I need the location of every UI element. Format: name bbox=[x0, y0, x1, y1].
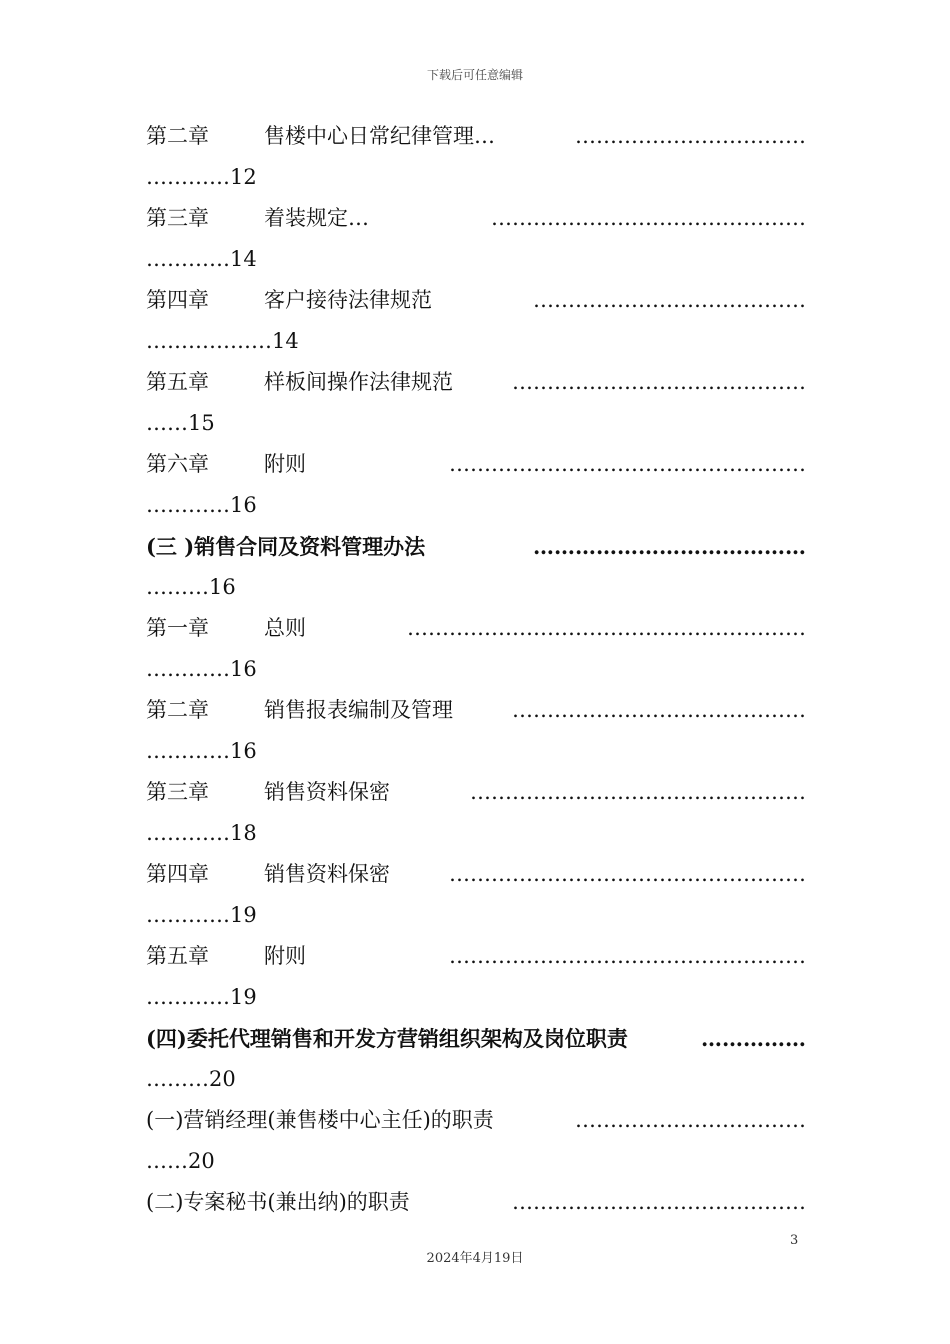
toc-chapter-number: 第三章 bbox=[146, 206, 209, 230]
toc-entry-continuation: ……20 bbox=[146, 1149, 215, 1173]
toc-entry-title: 销售报表编制及管理 bbox=[264, 698, 453, 722]
toc-entry-continuation: …………19 bbox=[146, 903, 257, 927]
toc-entry[interactable] bbox=[146, 1018, 806, 1059]
toc-entry[interactable] bbox=[146, 772, 806, 813]
toc-entry[interactable] bbox=[146, 1100, 806, 1141]
toc-entry[interactable] bbox=[146, 526, 806, 567]
toc-entry-title: 着装规定… bbox=[264, 206, 369, 230]
toc-chapter-number: 第五章 bbox=[146, 944, 209, 968]
toc-entry-title: (一)营销经理(兼售楼中心主任)的职责 bbox=[146, 1108, 494, 1132]
toc-entry-title: 附则 bbox=[264, 452, 306, 476]
toc-dot-leader: …………………………………… bbox=[512, 698, 806, 722]
toc-chapter-number: 第二章 bbox=[146, 124, 209, 148]
toc-entry-title: 总则 bbox=[264, 616, 306, 640]
toc-dot-leader: …………… bbox=[701, 1026, 806, 1051]
toc-entry-title: 附则 bbox=[264, 944, 306, 968]
toc-entry-continuation: …………16 bbox=[146, 739, 257, 763]
toc-entry[interactable] bbox=[146, 116, 806, 157]
toc-dot-leader: ………………………………………… bbox=[470, 780, 806, 804]
toc-entry-continuation: ………16 bbox=[146, 575, 236, 599]
toc-dot-leader: …………………………………………… bbox=[449, 944, 806, 968]
toc-dot-leader: …………………………………… bbox=[512, 1190, 806, 1214]
toc-chapter-number: 第五章 bbox=[146, 370, 209, 394]
toc-dot-leader: ………………………………… bbox=[533, 534, 806, 559]
toc-entry[interactable] bbox=[146, 1182, 806, 1223]
page-header: 下载后可任意编辑 bbox=[426, 68, 523, 82]
toc-entry-title: (二)专案秘书(兼出纳)的职责 bbox=[146, 1190, 410, 1214]
toc-dot-leader: ………………………………… bbox=[533, 288, 806, 312]
toc-chapter-number: 第六章 bbox=[146, 452, 209, 476]
toc-chapter-number: 第四章 bbox=[146, 862, 209, 886]
toc-entry[interactable] bbox=[146, 854, 806, 895]
toc-dot-leader: ……………………………………… bbox=[491, 206, 806, 230]
toc-chapter-number: 第一章 bbox=[146, 616, 209, 640]
toc-entry-continuation: …………19 bbox=[146, 985, 257, 1009]
toc-entry-title: (三 )销售合同及资料管理办法 bbox=[146, 534, 426, 559]
toc-entry-title: 样板间操作法律规范 bbox=[264, 370, 453, 394]
page-number: 3 bbox=[790, 1233, 799, 1248]
toc-entry-continuation: ………………14 bbox=[146, 329, 299, 353]
toc-dot-leader: ………………………………………………… bbox=[407, 616, 806, 640]
toc-entry-title: 销售资料保密 bbox=[264, 780, 390, 804]
toc-entry[interactable] bbox=[146, 690, 806, 731]
toc-entry[interactable] bbox=[146, 608, 806, 649]
toc-entry-continuation: …………16 bbox=[146, 657, 257, 681]
toc-entry[interactable] bbox=[146, 936, 806, 977]
toc-dot-leader: …………………………… bbox=[575, 124, 806, 148]
toc-entry[interactable] bbox=[146, 198, 806, 239]
toc-entry-continuation: …………16 bbox=[146, 493, 257, 517]
toc-entry-continuation: ………20 bbox=[146, 1067, 236, 1091]
toc-dot-leader: …………………………………………… bbox=[449, 862, 806, 886]
toc-chapter-number: 第三章 bbox=[146, 780, 209, 804]
table-of-contents bbox=[146, 116, 806, 1264]
toc-entry-continuation: …………12 bbox=[146, 165, 257, 189]
toc-entry-title: 客户接待法律规范 bbox=[264, 288, 432, 312]
toc-entry-title: 销售资料保密 bbox=[264, 862, 390, 886]
toc-chapter-number: 第四章 bbox=[146, 288, 209, 312]
toc-dot-leader: …………………………… bbox=[575, 1108, 806, 1132]
toc-entry-title: (四)委托代理销售和开发方营销组织架构及岗位职责 bbox=[146, 1026, 628, 1051]
toc-entry-continuation: ……15 bbox=[146, 411, 215, 435]
toc-chapter-number: 第二章 bbox=[146, 698, 209, 722]
page-footer-date: 2024年4月19日 bbox=[426, 1251, 524, 1266]
toc-entry[interactable] bbox=[146, 280, 806, 321]
toc-dot-leader: …………………………………… bbox=[512, 370, 806, 394]
toc-entry-title: 售楼中心日常纪律管理… bbox=[264, 124, 495, 148]
toc-dot-leader: …………………………………………… bbox=[449, 452, 806, 476]
toc-entry[interactable] bbox=[146, 444, 806, 485]
toc-entry-continuation: …………14 bbox=[146, 247, 257, 271]
toc-entry[interactable] bbox=[146, 362, 806, 403]
toc-entry-continuation: …………18 bbox=[146, 821, 257, 845]
